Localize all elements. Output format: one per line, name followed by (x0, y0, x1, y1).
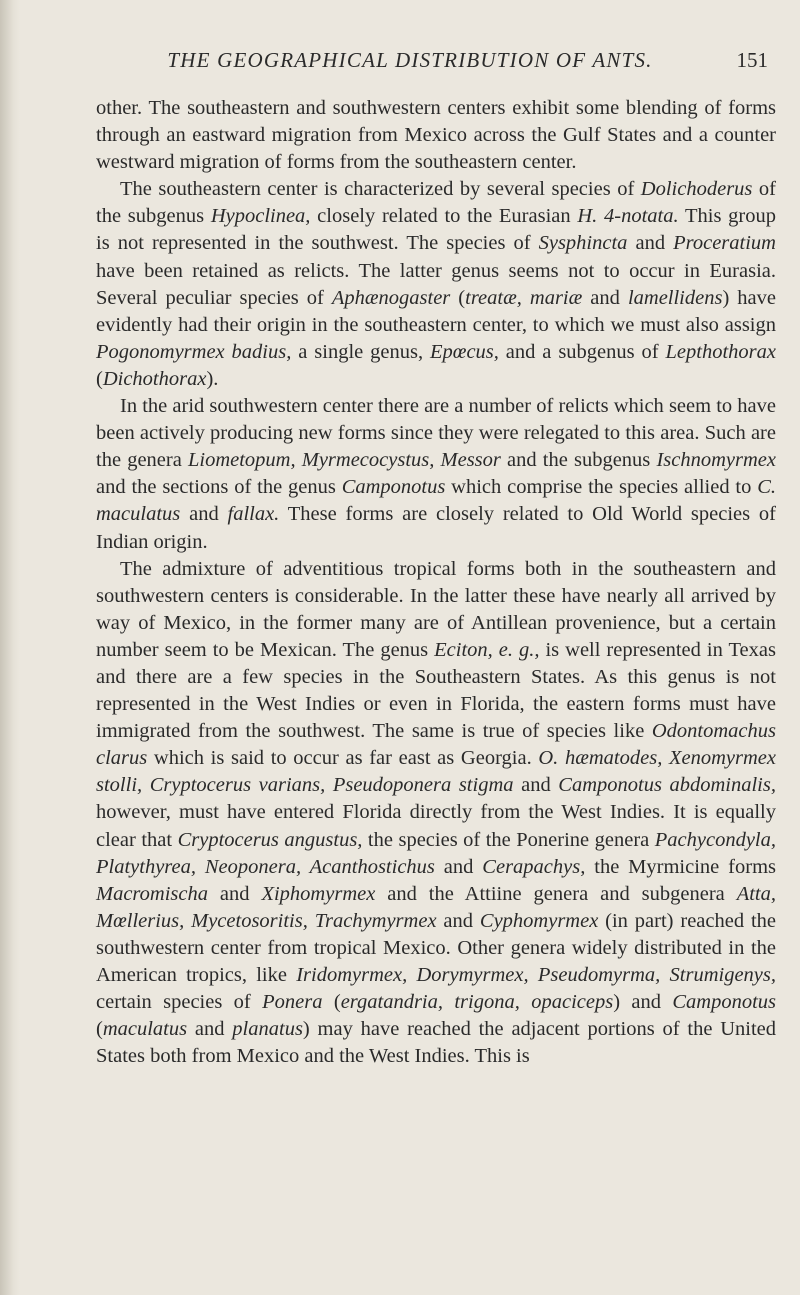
running-head: THE GEOGRAPHICAL DISTRIBUTION OF ANTS. (167, 48, 653, 72)
body-text (96, 95, 776, 1070)
page-header (100, 48, 780, 78)
paragraph-1 (96, 95, 776, 176)
text-run: other. The southeastern and southwestern centers exhibit some blending of forms through an eastward migration from Mexico across the Gulf States and a counter westward migration of forms from the southeastern center. (96, 97, 776, 174)
text-run: and the sections of the genus (96, 476, 342, 499)
text-run: ( (96, 367, 103, 390)
text-run: the species of the Ponerine genera (362, 828, 655, 851)
text-run: These forms are closely related to Old World species of Indian origin. (96, 503, 776, 553)
text-run: ( (322, 991, 341, 1014)
italic-term: Cerapachys, (482, 855, 586, 878)
page-binding-shadow (0, 0, 20, 1295)
italic-term: Sysphincta (538, 232, 628, 255)
text-run: and (436, 909, 480, 932)
italic-term: O. hæmatodes, Xenomyrmex stolli, Cryptocerus varians, Pseudoponera stigma (96, 747, 776, 797)
text-run: This group is not represented in the southwest. The species of (96, 205, 776, 255)
text-run: have been retained as relicts. The latter genus seems not to occur in Eurasia. Several peculiar species of (96, 259, 776, 309)
text-run: (in part) reached the southwestern center from tropical Mexico. Other genera widely distributed in the American tropics, like (96, 909, 776, 986)
italic-term: Lepthothorax (665, 340, 776, 363)
paragraph-3 (96, 393, 776, 556)
text-run: In the arid southwestern center there are a number of relicts which seem to have been actively producing new forms since they were relegated to this area. Such are the genera (96, 395, 776, 472)
text-run: and (582, 286, 628, 309)
italic-term: Eciton, e. g., (434, 638, 540, 661)
text-run: ) have evidently had their origin in the southeastern center, to which we must also assign (96, 286, 776, 336)
italic-term: Camponotus abdominalis, (558, 774, 776, 797)
italic-term: Macromischa (96, 882, 208, 905)
italic-term: Epœcus, (430, 340, 499, 363)
text-run: of the subgenus (96, 178, 776, 228)
italic-term: fallax. (227, 503, 280, 526)
text-run: closely related to the Eurasian (310, 205, 578, 228)
text-run: is well represented in Texas and there are a few species in the Southeastern States. As this genus is not represented in the West Indies or even in Florida, the eastern forms must have immigrated from the southwest. The same is true of species like (96, 638, 776, 743)
text-run: the Myrmicine forms (585, 855, 776, 878)
paragraph-2 (96, 176, 776, 393)
text-run: and (207, 882, 262, 905)
text-run: and (187, 1018, 233, 1041)
italic-term: Ischnomyrmex (656, 449, 776, 472)
paragraph-4 (96, 556, 776, 1071)
page-number: 151 (736, 48, 768, 72)
italic-term: H. 4-notata. (577, 205, 679, 228)
text-run: ( (96, 1018, 103, 1041)
text-run: ( (450, 286, 466, 309)
italic-term: Ponera (262, 991, 323, 1014)
italic-term: Aphænogaster (331, 286, 451, 309)
italic-term: Iridomyrmex, Dorymyrmex, Pseudomyrma, Strumigenys, (296, 964, 777, 986)
text-run: however, must have entered Florida directly from the West Indies. It is equally clear that (96, 801, 776, 851)
text-run: a single genus, (291, 340, 430, 363)
text-run: and (627, 232, 674, 255)
italic-term: Dichothorax (102, 367, 207, 390)
italic-term: Xiphomyrmex (261, 882, 376, 905)
italic-term: Pogonomyrmex badius, (96, 340, 292, 363)
text-run: and the subgenus (500, 449, 657, 472)
italic-term: Dolichoderus (640, 178, 753, 201)
italic-term: Cryptocerus angustus, (177, 828, 363, 851)
text-run: ). (206, 367, 219, 390)
italic-term: maculatus (102, 1018, 188, 1041)
text-run: and the Attiine genera and subgenera (375, 882, 737, 905)
text-run: The admixture of adventitious tropical forms both in the southeastern and southwestern centers is considerable. In the latter these have nearly all arrived by way of Mexico, in the former many are of Antillean provenience, but a certain number seem to be Mexican. The genus (96, 557, 776, 661)
italic-term: planatus (232, 1018, 303, 1041)
italic-term: Camponotus (341, 476, 446, 499)
text-run: and (434, 855, 483, 878)
italic-term: lamellidens (627, 286, 723, 309)
italic-term: Liometopum, Myrmecocystus, Messor (187, 449, 501, 472)
text-run: The southeastern center is characterized by several species of (120, 178, 641, 201)
text-run: which comprise the species allied to (445, 476, 758, 499)
italic-term: ergatandria, trigona, opaciceps (340, 991, 614, 1014)
text-run: and (180, 503, 228, 526)
italic-term: Proceratium (673, 232, 776, 255)
italic-term: Odontomachus clarus (96, 720, 776, 770)
text-run: certain species of (96, 991, 263, 1014)
italic-term: C. maculatus (96, 476, 777, 526)
italic-term: Atta, Mœllerius, Mycetosoritis, Trachymyrmex (96, 882, 776, 932)
text-run: ) and (613, 991, 673, 1014)
text-run: and a subgenus of (498, 340, 666, 363)
italic-term: treatæ, mariæ (465, 286, 583, 309)
text-run: ) may have reached the adjacent portions of the United States both from Mexico and the West Indies. This is (96, 1018, 777, 1068)
italic-term: Camponotus (672, 991, 776, 1014)
italic-term: Hypoclinea, (210, 205, 311, 228)
text-run: which is said to occur as far east as Georgia. (147, 747, 539, 770)
italic-term: Cyphomyrmex (479, 909, 599, 932)
text-run: and (513, 774, 559, 797)
italic-term: Pachycondyla, Platythyrea, Neoponera, Acanthostichus (96, 828, 777, 878)
